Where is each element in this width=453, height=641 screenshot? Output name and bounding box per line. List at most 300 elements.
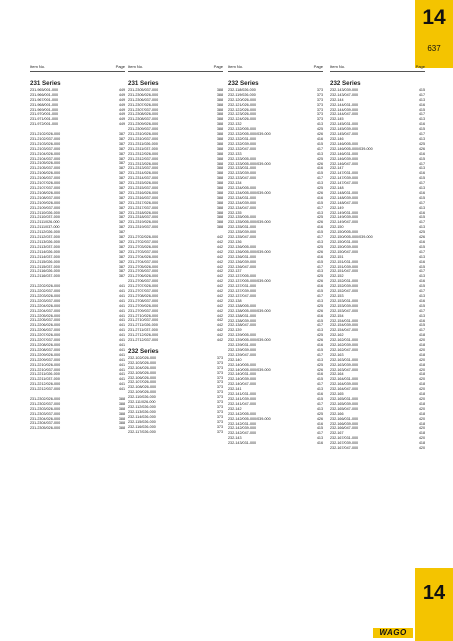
item-number: 232-151/039-000: [330, 264, 359, 269]
page-ref: 387: [118, 200, 125, 205]
item-number: 231-2204/026-000: [30, 303, 61, 308]
page-ref: 388: [216, 136, 223, 141]
page-ref: 442: [216, 338, 223, 343]
page-ref: 441: [118, 362, 125, 367]
item-number: 232-150/039-000: [330, 244, 359, 249]
item-number: 232-166/047-000: [330, 426, 359, 431]
item-number: 232-150/005-000/039-000: [330, 235, 373, 240]
page-ref: 442: [216, 239, 223, 244]
page-ref: 373: [216, 380, 223, 385]
page-ref: 418: [418, 421, 425, 426]
page-ref: 442: [216, 235, 223, 240]
page-ref: 388: [216, 171, 223, 176]
page-ref: 387: [118, 249, 125, 254]
item-number: 231-2704/037-000: [128, 259, 159, 264]
page-ref: 441: [118, 289, 125, 294]
item-number: 232-144/039-000: [330, 107, 359, 112]
item-number: 232-142/031-000: [228, 421, 257, 426]
item-number: 231-2110/037-000: [30, 215, 60, 220]
item-number: 232-102/026-000: [128, 355, 157, 360]
page-ref: 441: [118, 313, 125, 318]
page-ref: 425: [418, 141, 425, 146]
page-ref: 442: [216, 254, 223, 259]
page-ref: 449: [118, 112, 125, 117]
page-ref: 373: [316, 102, 323, 107]
page-ref: 417: [316, 401, 323, 406]
page-ref: 418: [418, 431, 425, 436]
item-number: 232-137/031-000: [228, 284, 257, 289]
item-number: 232-138/047-000: [228, 323, 257, 328]
page-ref: 442: [216, 289, 223, 294]
item-number: 232-165/039-000: [330, 401, 359, 406]
page-ref: 413: [418, 205, 425, 210]
index-row: [30, 426, 125, 431]
page-ref: 413: [316, 269, 323, 274]
item-number: 231-2210/026-000: [30, 362, 61, 367]
page-ref: 387: [118, 136, 125, 141]
index-row: [228, 441, 323, 446]
item-number: 232-164/031-000: [330, 377, 359, 382]
page-ref: 442: [216, 298, 223, 303]
page-ref: 388: [216, 156, 223, 161]
item-number: 231-2203/037-000: [30, 298, 61, 303]
page-ref: 388: [216, 220, 223, 225]
page-ref: 415: [316, 200, 323, 205]
item-number: 232-146/005-000/039-000: [330, 146, 373, 151]
item-number: 232-119/026-000: [228, 92, 256, 97]
item-number: 232-164: [330, 372, 344, 377]
page-ref: 387: [118, 181, 125, 186]
item-number: 231-2303/026-000: [30, 406, 61, 411]
item-number: 232-146/031-000: [330, 151, 359, 156]
item-number: 232-145/039-000: [330, 127, 359, 132]
page-ref: 387: [118, 259, 125, 264]
item-number: 231-2712/037-000: [128, 338, 159, 343]
item-number: 232-148/031-000: [330, 190, 359, 195]
item-number: 232-136/047-000: [228, 264, 257, 269]
page-ref: 417: [418, 220, 425, 225]
page-ref: 416: [316, 166, 323, 171]
item-number: 232-117/026-000: [128, 429, 156, 434]
page-ref: 420: [418, 387, 425, 392]
page-ref: 415: [316, 397, 323, 401]
page-ref: 441: [118, 298, 125, 303]
page-ref: 441: [118, 377, 125, 382]
page-ref: 388: [216, 122, 223, 127]
page-ref: 417: [418, 289, 425, 294]
page-ref: 413: [316, 151, 323, 156]
page-ref: 387: [118, 220, 125, 225]
item-number: 232-165/047-000: [330, 406, 359, 411]
item-number: 232-166/039-000: [330, 421, 359, 426]
page-ref: 388: [118, 406, 125, 411]
page-ref: 387: [118, 264, 125, 269]
page-ref: 442: [216, 328, 223, 333]
page-ref: 388: [216, 181, 223, 186]
page-ref: 416: [418, 151, 425, 156]
item-number: 231-2702/037-000: [128, 239, 159, 244]
page-ref: 373: [216, 355, 223, 360]
page-ref: 413: [316, 357, 323, 362]
page-ref: 449: [118, 107, 125, 112]
item-number: 232-138/031-000: [228, 313, 257, 318]
page-ref: 425: [316, 333, 323, 338]
item-number: 232-145/047-000: [330, 132, 359, 137]
page-ref: 388: [118, 426, 125, 431]
item-number: 231-2316/026-000: [128, 190, 159, 195]
page-ref: 415: [316, 377, 323, 382]
page-ref: 441: [118, 352, 125, 357]
item-number: 232-134/047-000: [228, 205, 257, 210]
item-number: 232-163/031-000: [330, 357, 359, 362]
page-ref: 388: [216, 166, 223, 171]
item-number: 232-132: [228, 122, 242, 127]
item-number: 232-140/039-000: [228, 377, 257, 382]
page-ref: 416: [316, 254, 323, 259]
page-ref: 413: [316, 328, 323, 333]
item-number: 231-2212/037-000: [30, 387, 61, 392]
page-ref: 417: [418, 161, 425, 166]
page-ref: 387: [118, 195, 125, 200]
page-ref: 420: [418, 446, 425, 451]
item-number: 231-2208/037-000: [30, 347, 61, 352]
item-number: 231-2306/037-000: [128, 97, 159, 102]
page-ref: 373: [216, 365, 223, 370]
page-ref: 426: [316, 338, 323, 343]
page-ref: 416: [418, 171, 425, 176]
item-number: 232-142/005-000: [228, 411, 257, 416]
page-ref: 442: [216, 333, 223, 338]
page-ref: 387: [118, 132, 125, 137]
item-number: 231-2205/026-000: [30, 313, 61, 318]
item-number: 232-140/031-000: [228, 372, 257, 377]
item-number: 232-137/005-000: [228, 274, 257, 279]
item-number: 232-154/031-000: [330, 318, 359, 323]
page-ref: 388: [118, 411, 125, 416]
page-ref: 413: [316, 436, 323, 441]
page-ref: 373: [216, 424, 223, 429]
page-ref: 413: [316, 298, 323, 303]
item-number: 232-141/047-000: [228, 401, 257, 406]
item-number: 231-2114/037-000: [30, 254, 60, 259]
page-ref: 449: [118, 117, 125, 122]
page-ref: 425: [316, 274, 323, 279]
page-ref: 418: [418, 333, 425, 338]
item-number: 232-152: [330, 274, 344, 279]
header-page: Page: [213, 64, 223, 69]
item-number: 231-2308/026-000: [128, 112, 159, 117]
item-number: 232-141: [228, 387, 242, 392]
chapter-number-bottom: 14: [422, 582, 446, 604]
item-number: 232-136: [228, 240, 242, 244]
page-ref: 387: [118, 190, 125, 195]
item-number: 232-146/005-000: [330, 141, 359, 146]
page-ref: 441: [118, 284, 125, 289]
page-ref: 373: [216, 360, 223, 365]
page-ref: 426: [316, 279, 323, 284]
item-number: 231-2211/026-000: [30, 372, 60, 377]
page-ref: 373: [316, 112, 323, 117]
page-ref: 387: [118, 171, 125, 176]
index-column-1: [30, 65, 125, 431]
item-number: 231-2305/026-000: [30, 426, 61, 431]
header-item-no: Item No.: [30, 64, 46, 69]
page-ref: 417: [316, 264, 323, 269]
page-ref: 441: [118, 367, 125, 372]
item-number: 232-132/031-000: [228, 136, 257, 141]
page-ref: 373: [216, 429, 223, 434]
page-ref: 387: [118, 151, 125, 156]
item-number: 231-2711/037-000: [128, 328, 158, 333]
page-ref: 373: [216, 385, 223, 390]
page-ref: 417: [418, 200, 425, 205]
page-ref: 416: [418, 102, 425, 107]
item-number: 231-2205/037-000: [30, 318, 61, 323]
item-number: 231-2111/026-000: [30, 220, 60, 225]
item-number: 232-108/026-000: [128, 385, 157, 390]
page-ref: 387: [118, 161, 125, 166]
item-number: 232-154/047-000: [330, 328, 359, 333]
item-number: 231-2115/026-000: [30, 259, 60, 264]
page-ref: 415: [418, 127, 425, 132]
page-ref: 417: [418, 269, 425, 274]
item-number: 231-2116/026-000: [30, 269, 60, 274]
item-number: 231-969/001-000: [30, 107, 59, 112]
item-number: 232-166/031-000: [330, 416, 359, 421]
item-number: 232-116/026-000: [128, 424, 156, 429]
item-number: 231-971/001-000: [30, 117, 59, 122]
wago-logo-text: WAGO: [379, 628, 407, 637]
page-ref: 373: [316, 92, 323, 97]
item-number: 232-164/047-000: [330, 387, 359, 392]
item-number: 232-132/039-000: [228, 141, 257, 146]
header-item-no: Item No.: [228, 64, 244, 69]
page-ref: 425: [418, 230, 425, 235]
item-number: 232-150/031-000: [330, 240, 359, 244]
item-number: 232-150/047-000: [330, 249, 359, 254]
page-ref: 420: [418, 347, 425, 352]
item-number: 231-2708/026-000: [128, 293, 159, 298]
page-ref: 413: [418, 313, 425, 318]
page-ref: 388: [216, 225, 223, 230]
item-number: 231-2110/026-000: [30, 210, 60, 215]
page-ref: 442: [216, 313, 223, 318]
page-ref: 417: [418, 112, 425, 117]
item-number: 231-2315/026-000: [128, 181, 159, 186]
item-number: 231-2115/037-000: [30, 264, 60, 269]
page-ref: 387: [118, 269, 125, 274]
page-ref: 416: [316, 441, 323, 446]
page-ref: 416: [316, 343, 323, 348]
item-number: 231-2706/026-000: [128, 274, 159, 279]
page-ref: 420: [418, 397, 425, 401]
item-number: 232-138/005-000/039-000: [228, 308, 271, 313]
item-number: 231-2104/037-000: [30, 156, 61, 161]
page-ref: 441: [118, 308, 125, 313]
item-number: 232-136/005-000: [228, 244, 257, 249]
page-ref: 417: [316, 146, 323, 151]
item-number: 231-2207/026-000: [30, 333, 61, 338]
page-ref: 426: [316, 367, 323, 372]
page-ref: 449: [118, 102, 125, 107]
item-number: 231-2202/037-000: [30, 289, 61, 294]
item-number: 232-146/039-000: [330, 156, 359, 161]
item-number: 231-2107/026-000: [30, 181, 61, 186]
page-ref: 426: [316, 190, 323, 195]
page-ref: 442: [216, 323, 223, 328]
item-number: 231-2311/037-000: [128, 146, 158, 151]
item-number: 232-154: [330, 313, 344, 318]
item-number: 231-967/001-000: [30, 97, 59, 102]
item-number: 232-163/039-000: [330, 362, 359, 367]
page-ref: 388: [216, 151, 223, 156]
item-number: 232-167/031-000: [330, 436, 359, 441]
page-ref: 442: [216, 244, 223, 249]
page-ref: 415: [418, 107, 425, 112]
item-number: 231-2305/037-000: [128, 87, 159, 92]
item-number: 231-2319/037-000: [128, 225, 159, 230]
page-ref: 387: [118, 274, 125, 279]
column-header: [228, 65, 323, 72]
page-ref: 415: [418, 215, 425, 220]
item-number: 232-143/031-000: [228, 441, 257, 446]
item-number: 231-2318/026-000: [128, 210, 159, 215]
item-number: 232-106/026-000: [128, 375, 157, 380]
page-ref: 416: [418, 210, 425, 215]
item-number: 232-143/047-000: [330, 92, 359, 97]
item-number: 231-2209/037-000: [30, 357, 61, 362]
page-ref: 418: [418, 411, 425, 416]
item-number: 232-113/026-000: [128, 409, 156, 414]
item-number: 231-970/001-000: [30, 112, 59, 117]
item-number: 231-2317/026-000: [128, 200, 159, 205]
item-number: 232-115/026-000: [128, 419, 156, 424]
item-number: 232-139/031-000: [228, 343, 257, 348]
page-ref: 426: [316, 220, 323, 225]
item-number: 232-153: [330, 293, 344, 298]
page-ref: 416: [316, 313, 323, 318]
item-number: 231-2707/026-000: [128, 284, 159, 289]
page-ref: 413: [316, 240, 323, 244]
item-number: 232-124/026-000: [228, 117, 257, 122]
item-number: 232-137: [228, 269, 242, 274]
page-ref: 441: [118, 323, 125, 328]
index-row: [128, 430, 223, 435]
page-ref: 388: [216, 87, 223, 92]
item-number: 232-143/039-000: [330, 87, 359, 92]
item-number: 232-109/026-000: [128, 390, 157, 395]
item-number: 231-2707/037-000: [128, 289, 159, 294]
item-number: 231-2103/037-000: [30, 146, 61, 151]
page-ref: 441: [118, 333, 125, 338]
page-ref: 416: [418, 240, 425, 244]
page-ref: 387: [118, 215, 125, 220]
item-number: 232-149/031-000: [330, 210, 359, 215]
item-number: 232-135/005-000/039-000: [228, 220, 271, 225]
page-ref: 387: [118, 254, 125, 259]
item-number: 232-105/026-000: [128, 370, 157, 375]
item-number: 232-112/026-000: [128, 404, 156, 409]
page-ref: 415: [316, 171, 323, 176]
item-number: 232-137/039-000: [228, 289, 257, 294]
page-ref: 425: [316, 244, 323, 249]
item-number: 232-139: [228, 328, 242, 333]
page-ref: 442: [216, 284, 223, 289]
item-number: 232-138: [228, 298, 242, 303]
item-number: 231-2706/037-000: [128, 279, 159, 284]
item-number: 231-2316/037-000: [128, 195, 159, 200]
page-ref: 388: [216, 190, 223, 195]
item-number: 232-132/005-000/039-000: [228, 132, 271, 137]
page-ref: 449: [118, 97, 125, 102]
item-number: 231-2304/026-000: [30, 416, 61, 421]
item-number: 231-2709/026-000: [128, 303, 159, 308]
page-ref: 373: [316, 87, 323, 92]
page-ref: 417: [418, 181, 425, 186]
page-ref: 417: [316, 352, 323, 357]
page-ref: 373: [216, 400, 223, 405]
item-number: 232-134/031-000: [228, 195, 257, 200]
item-number: 231-2310/037-000: [128, 136, 159, 141]
page-ref: 413: [418, 136, 425, 141]
series-heading: 231 Series: [30, 79, 61, 87]
page-ref: 413: [418, 117, 425, 122]
item-number: 232-132/047-000: [228, 146, 257, 151]
item-number: 232-135: [228, 210, 242, 215]
item-number: 232-144: [330, 97, 344, 102]
page-ref: 413: [418, 225, 425, 230]
item-number: 232-166: [330, 411, 344, 416]
item-number: 232-121/026-000: [228, 102, 257, 107]
page-ref: 418: [418, 382, 425, 387]
page-ref: 388: [216, 186, 223, 191]
page-ref: 417: [316, 235, 323, 240]
page-ref: 418: [418, 441, 425, 446]
page-ref: 425: [316, 362, 323, 367]
page-ref: 388: [216, 205, 223, 210]
page-number: 637: [427, 44, 441, 53]
page-ref: 420: [418, 357, 425, 362]
page-ref: 426: [316, 132, 323, 137]
page-ref: 417: [418, 132, 425, 137]
item-number: 231-2103/026-000: [30, 141, 61, 146]
item-number: 231-2108/037-000: [30, 195, 61, 200]
page-ref: 441: [118, 303, 125, 308]
page-ref: 388: [216, 215, 223, 220]
item-number: 231-2317/037-000: [128, 205, 159, 210]
item-number: 231-2307/026-000: [128, 102, 159, 107]
item-number: 231-2204/037-000: [30, 308, 61, 313]
item-number: 231-2102/037-000: [30, 136, 61, 141]
item-number: 232-163: [330, 352, 344, 357]
item-number: 231-2711/026-000: [128, 323, 158, 328]
item-number: 231-2206/037-000: [30, 328, 61, 333]
item-number: 231-2712/026-000: [128, 333, 159, 338]
item-number: 231-2705/026-000: [128, 264, 159, 269]
page-ref: 387: [118, 176, 125, 181]
item-number: 232-133/005-000: [228, 156, 257, 161]
item-number: 231-2302/037-000: [30, 401, 61, 406]
item-number: 232-104/026-000: [128, 365, 157, 370]
item-number: 231-2309/037-000: [128, 127, 159, 132]
item-number: 232-142: [228, 406, 242, 411]
page-ref: 387: [118, 156, 125, 161]
page-ref: 442: [216, 318, 223, 323]
item-number: 232-163/047-000: [330, 367, 359, 372]
page-ref: 441: [118, 347, 125, 352]
item-number: 232-138/039-000: [228, 318, 257, 323]
item-number: 231-2705/037-000: [128, 269, 159, 274]
